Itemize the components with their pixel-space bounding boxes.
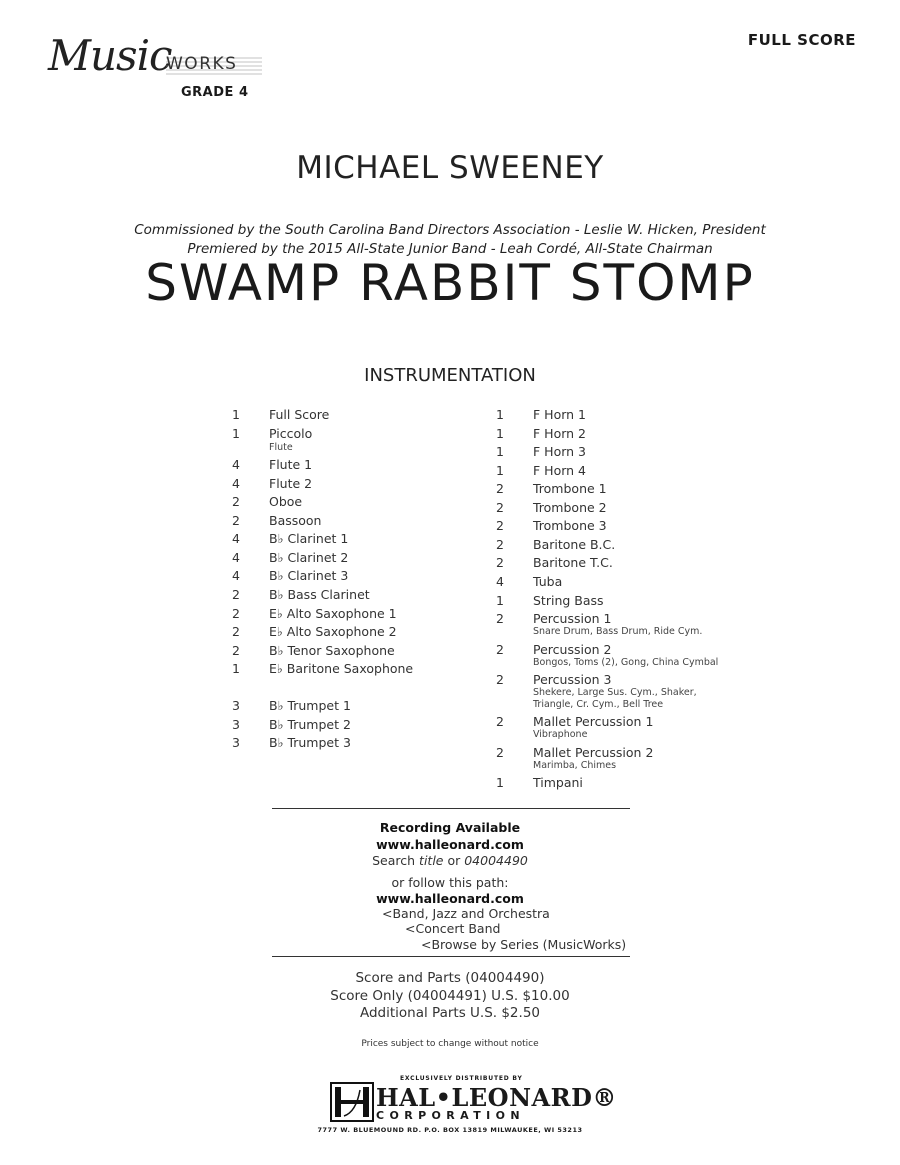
part-name: Oboe [269, 494, 303, 509]
composer-name: MICHAEL SWEENEY [296, 150, 604, 186]
part-name: Tuba [533, 574, 563, 589]
part-quantity: 2 [496, 672, 504, 687]
search-title-word: title [419, 853, 444, 868]
part-quantity: 2 [232, 587, 240, 602]
search-instruction [0, 853, 900, 868]
path-step-2: <Concert Band [405, 921, 501, 936]
publisher-corporation: CORPORATION [376, 1109, 525, 1122]
path-step-1: <Band, Jazz and Orchestra [382, 906, 550, 921]
part-name: Percussion 1 [533, 611, 612, 626]
part-name: Mallet Percussion 1 [533, 714, 654, 729]
part-quantity: 3 [232, 717, 240, 732]
part-name: String Bass [533, 593, 604, 608]
search-prefix: Search [372, 853, 420, 868]
part-quantity: 3 [232, 735, 240, 750]
part-name: B♭ Tenor Saxophone [269, 643, 395, 658]
part-name: F Horn 4 [533, 463, 586, 478]
price-line-additional: Additional Parts U.S. $2.50 [359, 1005, 540, 1021]
part-quantity: 2 [232, 606, 240, 621]
divider [272, 956, 630, 957]
part-name: Trombone 3 [533, 518, 607, 533]
price-line-score-parts: Score and Parts (04004490) [355, 970, 545, 986]
part-name: Baritone T.C. [533, 555, 613, 570]
full-score-label: FULL SCORE [747, 31, 856, 49]
part-quantity: 2 [496, 714, 504, 729]
part-quantity: 1 [496, 407, 504, 422]
part-name: F Horn 3 [533, 444, 586, 459]
part-name: B♭ Trumpet 3 [269, 735, 351, 750]
distribution-note: EXCLUSIVELY DISTRIBUTED BY [400, 1075, 523, 1082]
part-instruments: Vibraphone [533, 729, 588, 740]
part-quantity: 2 [232, 513, 240, 528]
publisher-name: HAL•LEONARD® [376, 1083, 617, 1112]
part-name: B♭ Trumpet 1 [269, 698, 351, 713]
part-quantity: 2 [232, 494, 240, 509]
part-name: B♭ Bass Clarinet [269, 587, 370, 602]
logo-works-text: WORKS [166, 54, 238, 74]
part-name: Bassoon [269, 513, 322, 528]
part-quantity: 2 [496, 555, 504, 570]
part-instruments: Snare Drum, Bass Drum, Ride Cym. [533, 626, 703, 637]
part-name: Piccolo [269, 426, 313, 441]
part-quantity: 1 [496, 593, 504, 608]
path-step-3: <Browse by Series (MusicWorks) [421, 937, 627, 952]
commission-credit: Commissioned by the South Carolina Band Directors Association - Leslie W. Hicken, President [134, 222, 766, 238]
search-mid: or [443, 853, 465, 868]
part-instruments: Shekere, Large Sus. Cym., Shaker, [533, 687, 697, 698]
part-instruments: Marimba, Chimes [533, 760, 617, 771]
part-quantity: 4 [232, 457, 240, 472]
part-quantity: 1 [232, 661, 240, 676]
part-name: B♭ Clarinet 3 [269, 568, 349, 583]
part-quantity: 2 [496, 481, 504, 496]
part-name: E♭ Alto Saxophone 2 [269, 624, 397, 639]
price-notice: Prices subject to change without notice [361, 1039, 539, 1049]
publisher-address: 7777 W. BLUEMOUND RD. P.O. BOX 13819 MILWAUKEE, WI 53213 [317, 1126, 583, 1134]
part-name: B♭ Clarinet 1 [269, 531, 349, 546]
part-quantity: 1 [232, 407, 240, 422]
part-quantity: 2 [496, 611, 504, 626]
part-quantity: 1 [232, 426, 240, 441]
part-name: Timpani [533, 775, 583, 790]
part-name: F Horn 1 [533, 407, 586, 422]
website-link[interactable]: www.halleonard.com [376, 837, 524, 852]
website-link-2[interactable]: www.halleonard.com [376, 891, 524, 906]
part-quantity: 2 [496, 537, 504, 552]
part-quantity: 1 [496, 426, 504, 441]
part-quantity: 2 [496, 745, 504, 760]
part-name: B♭ Trumpet 2 [269, 717, 351, 732]
hal-leonard-logo-icon [330, 1082, 374, 1122]
part-quantity: 2 [496, 518, 504, 533]
premiere-credit: Premiered by the 2015 All-State Junior Band - Leah Cordé, All-State Chairman [187, 241, 713, 257]
part-quantity: 1 [496, 463, 504, 478]
price-line-score-only: Score Only (04004491) U.S. $10.00 [330, 988, 570, 1004]
part-quantity: 4 [496, 574, 504, 589]
part-quantity: 1 [496, 444, 504, 459]
part-name: Mallet Percussion 2 [533, 745, 654, 760]
part-name: Flute 2 [269, 476, 313, 491]
part-name: Trombone 2 [533, 500, 607, 515]
part-quantity: 3 [232, 698, 240, 713]
part-name: Trombone 1 [533, 481, 607, 496]
part-name: E♭ Baritone Saxophone [269, 661, 414, 676]
part-name: Flute 1 [269, 457, 313, 472]
part-instruments: Triangle, Cr. Cym., Bell Tree [533, 699, 664, 710]
search-number: 04004490 [464, 853, 528, 868]
part-name: Full Score [269, 407, 330, 422]
part-name: E♭ Alto Saxophone 1 [269, 606, 397, 621]
part-quantity: 2 [232, 624, 240, 639]
part-name: Baritone B.C. [533, 537, 616, 552]
part-quantity: 1 [496, 775, 504, 790]
part-name: Percussion 3 [533, 672, 612, 687]
follow-path-text: or follow this path: [391, 875, 509, 890]
part-doubling: Flute [269, 442, 293, 453]
part-quantity: 4 [232, 531, 240, 546]
instrumentation-heading: INSTRUMENTATION [364, 365, 536, 386]
part-quantity: 2 [232, 643, 240, 658]
part-name: F Horn 2 [533, 426, 586, 441]
piece-title: SWAMP RABBIT STOMP [145, 254, 755, 312]
part-name: Percussion 2 [533, 642, 612, 657]
grade-label: GRADE 4 [181, 85, 249, 100]
recording-heading: Recording Available [379, 820, 521, 835]
divider [272, 808, 630, 809]
part-instruments: Bongos, Toms (2), Gong, China Cymbal [533, 657, 719, 668]
part-quantity: 4 [232, 476, 240, 491]
part-name: B♭ Clarinet 2 [269, 550, 349, 565]
musicworks-logo [48, 30, 263, 92]
part-quantity: 2 [496, 500, 504, 515]
part-quantity: 2 [496, 642, 504, 657]
part-quantity: 4 [232, 550, 240, 565]
logo-script-text: Music [48, 31, 172, 80]
part-quantity: 4 [232, 568, 240, 583]
